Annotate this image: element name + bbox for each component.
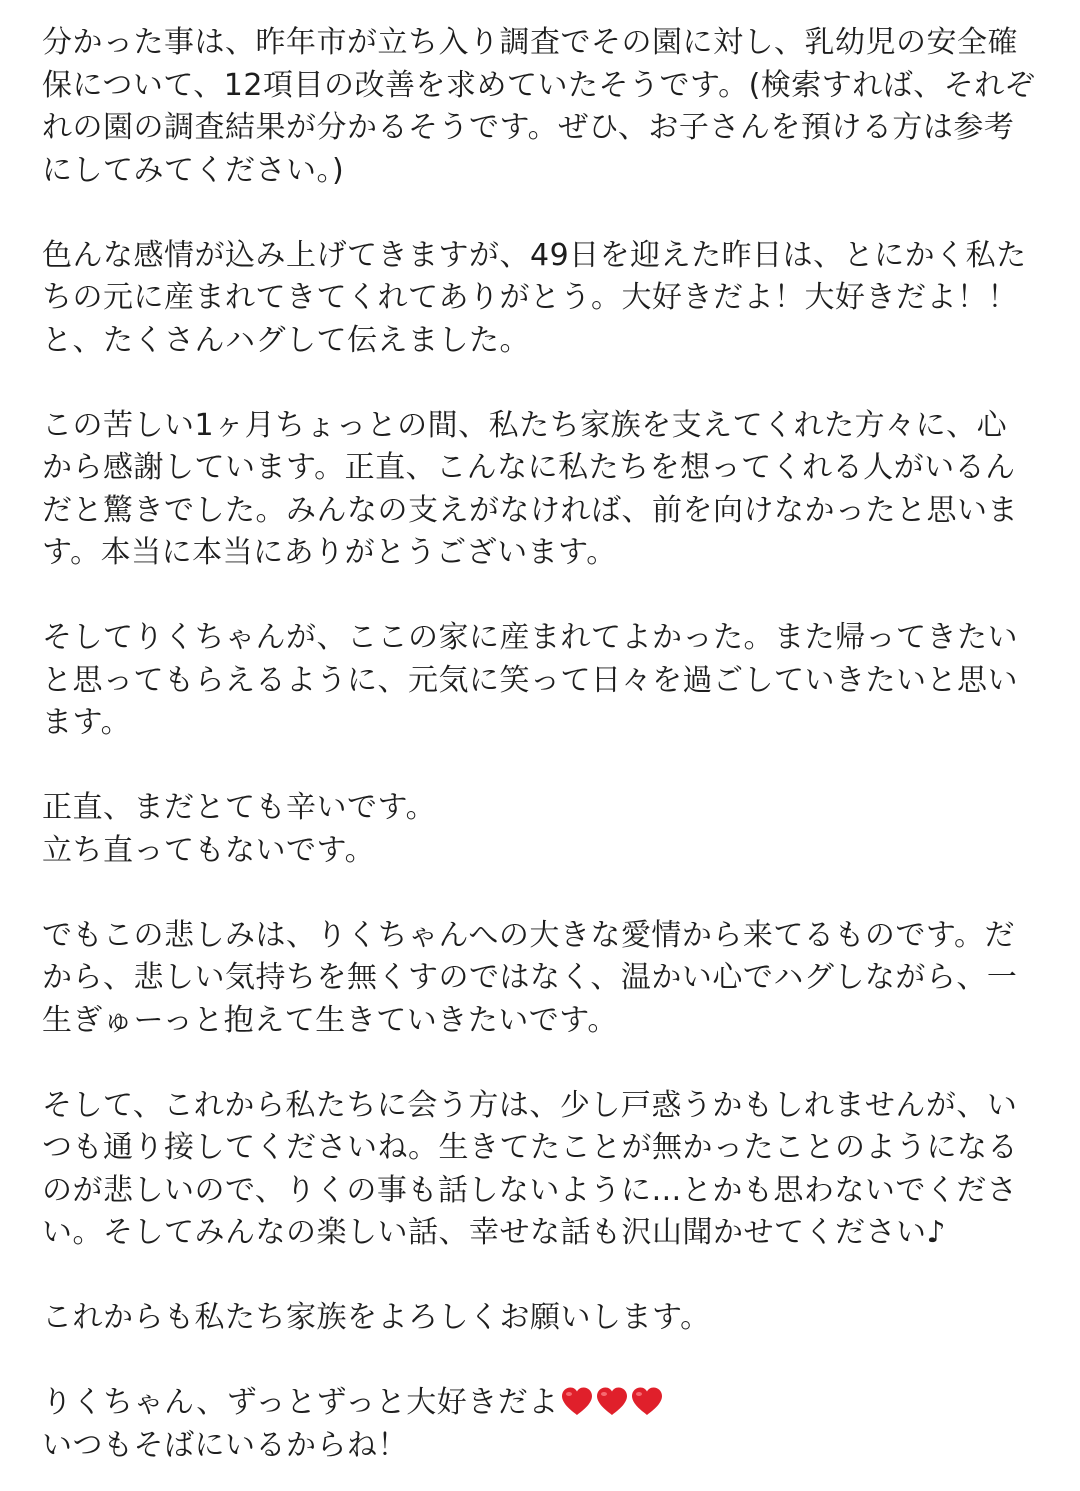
paragraph-thanks bbox=[42, 405, 1042, 575]
text-line: と思ってもらえるように、元気に笑って日々を過ごしていきたいと思い bbox=[42, 662, 1018, 698]
closing-line: いつもそばにいるからね！ bbox=[42, 1427, 408, 1463]
red-heart-icon bbox=[560, 1386, 594, 1416]
red-heart-icon bbox=[595, 1386, 629, 1416]
text-line: そしてりくちゃんが、ここの家に産まれてよかった。また帰ってきたい bbox=[42, 620, 1018, 655]
text-line: これからも私たち家族をよろしくお願いします。 bbox=[42, 1300, 711, 1335]
text-line: れの園の調査結果が分かるそうです。ぜひ、お子さんを預ける方は参考 bbox=[42, 110, 1015, 145]
paragraph-request bbox=[42, 1085, 1042, 1255]
red-heart-icon bbox=[630, 1386, 664, 1416]
text-line: 色んな感情が込み上げてきますが、49日を迎えた昨日は、とにかく私た bbox=[42, 237, 1027, 273]
closing-line bbox=[42, 1382, 1042, 1425]
text-line: 分かった事は、昨年市が立ち入り調査でその園に対し、乳幼児の安全確 bbox=[42, 25, 1018, 60]
text-line: と、たくさんハグして伝えました。 bbox=[42, 322, 530, 358]
hearts-group bbox=[559, 1385, 664, 1420]
text-line: 生ぎゅーっと抱えて生きていきたいです。 bbox=[42, 1002, 618, 1038]
text-line: のが悲しいので、りくの事も話しないように…とかも思わないでくださ bbox=[42, 1172, 1018, 1208]
paragraph-sadness-love bbox=[42, 915, 1042, 1043]
text-line: 保について、12項目の改善を求めていたそうです。(検索すれば、それぞ bbox=[42, 67, 1036, 103]
text-line: ます。 bbox=[42, 705, 132, 740]
paragraph-honest-feelings bbox=[42, 787, 1042, 872]
text-line: す。本当に本当にありがとうございます。 bbox=[42, 535, 617, 570]
text-line: この苦しい1ヶ月ちょっとの間、私たち家族を支えてくれた方々に、心 bbox=[42, 407, 1008, 443]
text-line: だと驚きでした。みんなの支えがなければ、前を向けなかったと思いま bbox=[42, 492, 1018, 528]
text-line: でもこの悲しみは、りくちゃんへの大きな愛情から来てるものです。だ bbox=[42, 917, 1015, 953]
text-line: 立ち直ってもないです。 bbox=[42, 832, 376, 868]
text-line: つも通り接してくださいね。生きてたことが無かったことのようになる bbox=[42, 1130, 1018, 1165]
paragraph-regards bbox=[42, 1297, 1042, 1340]
paragraph-inspection-result bbox=[42, 22, 1042, 192]
text-line: から感謝しています。正直、こんなに私たちを想ってくれる人がいるん bbox=[42, 450, 1016, 485]
text-line: ちの元に産まれてきてくれてありがとう。大好きだよ！大好きだよ！！ bbox=[42, 280, 1018, 315]
paragraph-wish bbox=[42, 617, 1042, 745]
closing-text: りくちゃん、ずっとずっと大好きだよ bbox=[42, 1385, 559, 1420]
post-body bbox=[42, 22, 1042, 1467]
closing-message bbox=[42, 1382, 1042, 1467]
paragraph-49th-day bbox=[42, 235, 1042, 363]
text-line: 正直、まだとても辛いです。 bbox=[42, 790, 437, 825]
text-line: にしてみてください。) bbox=[42, 152, 345, 188]
text-line: そして、これから私たちに会う方は、少し戸惑うかもしれませんが、い bbox=[42, 1087, 1018, 1123]
text-line: い。そしてみんなの楽しい話、幸せな話も沢山聞かせてください♪ bbox=[42, 1215, 947, 1250]
text-line: から、悲しい気持ちを無くすのではなく、温かい心でハグしながら、一 bbox=[42, 960, 1018, 995]
